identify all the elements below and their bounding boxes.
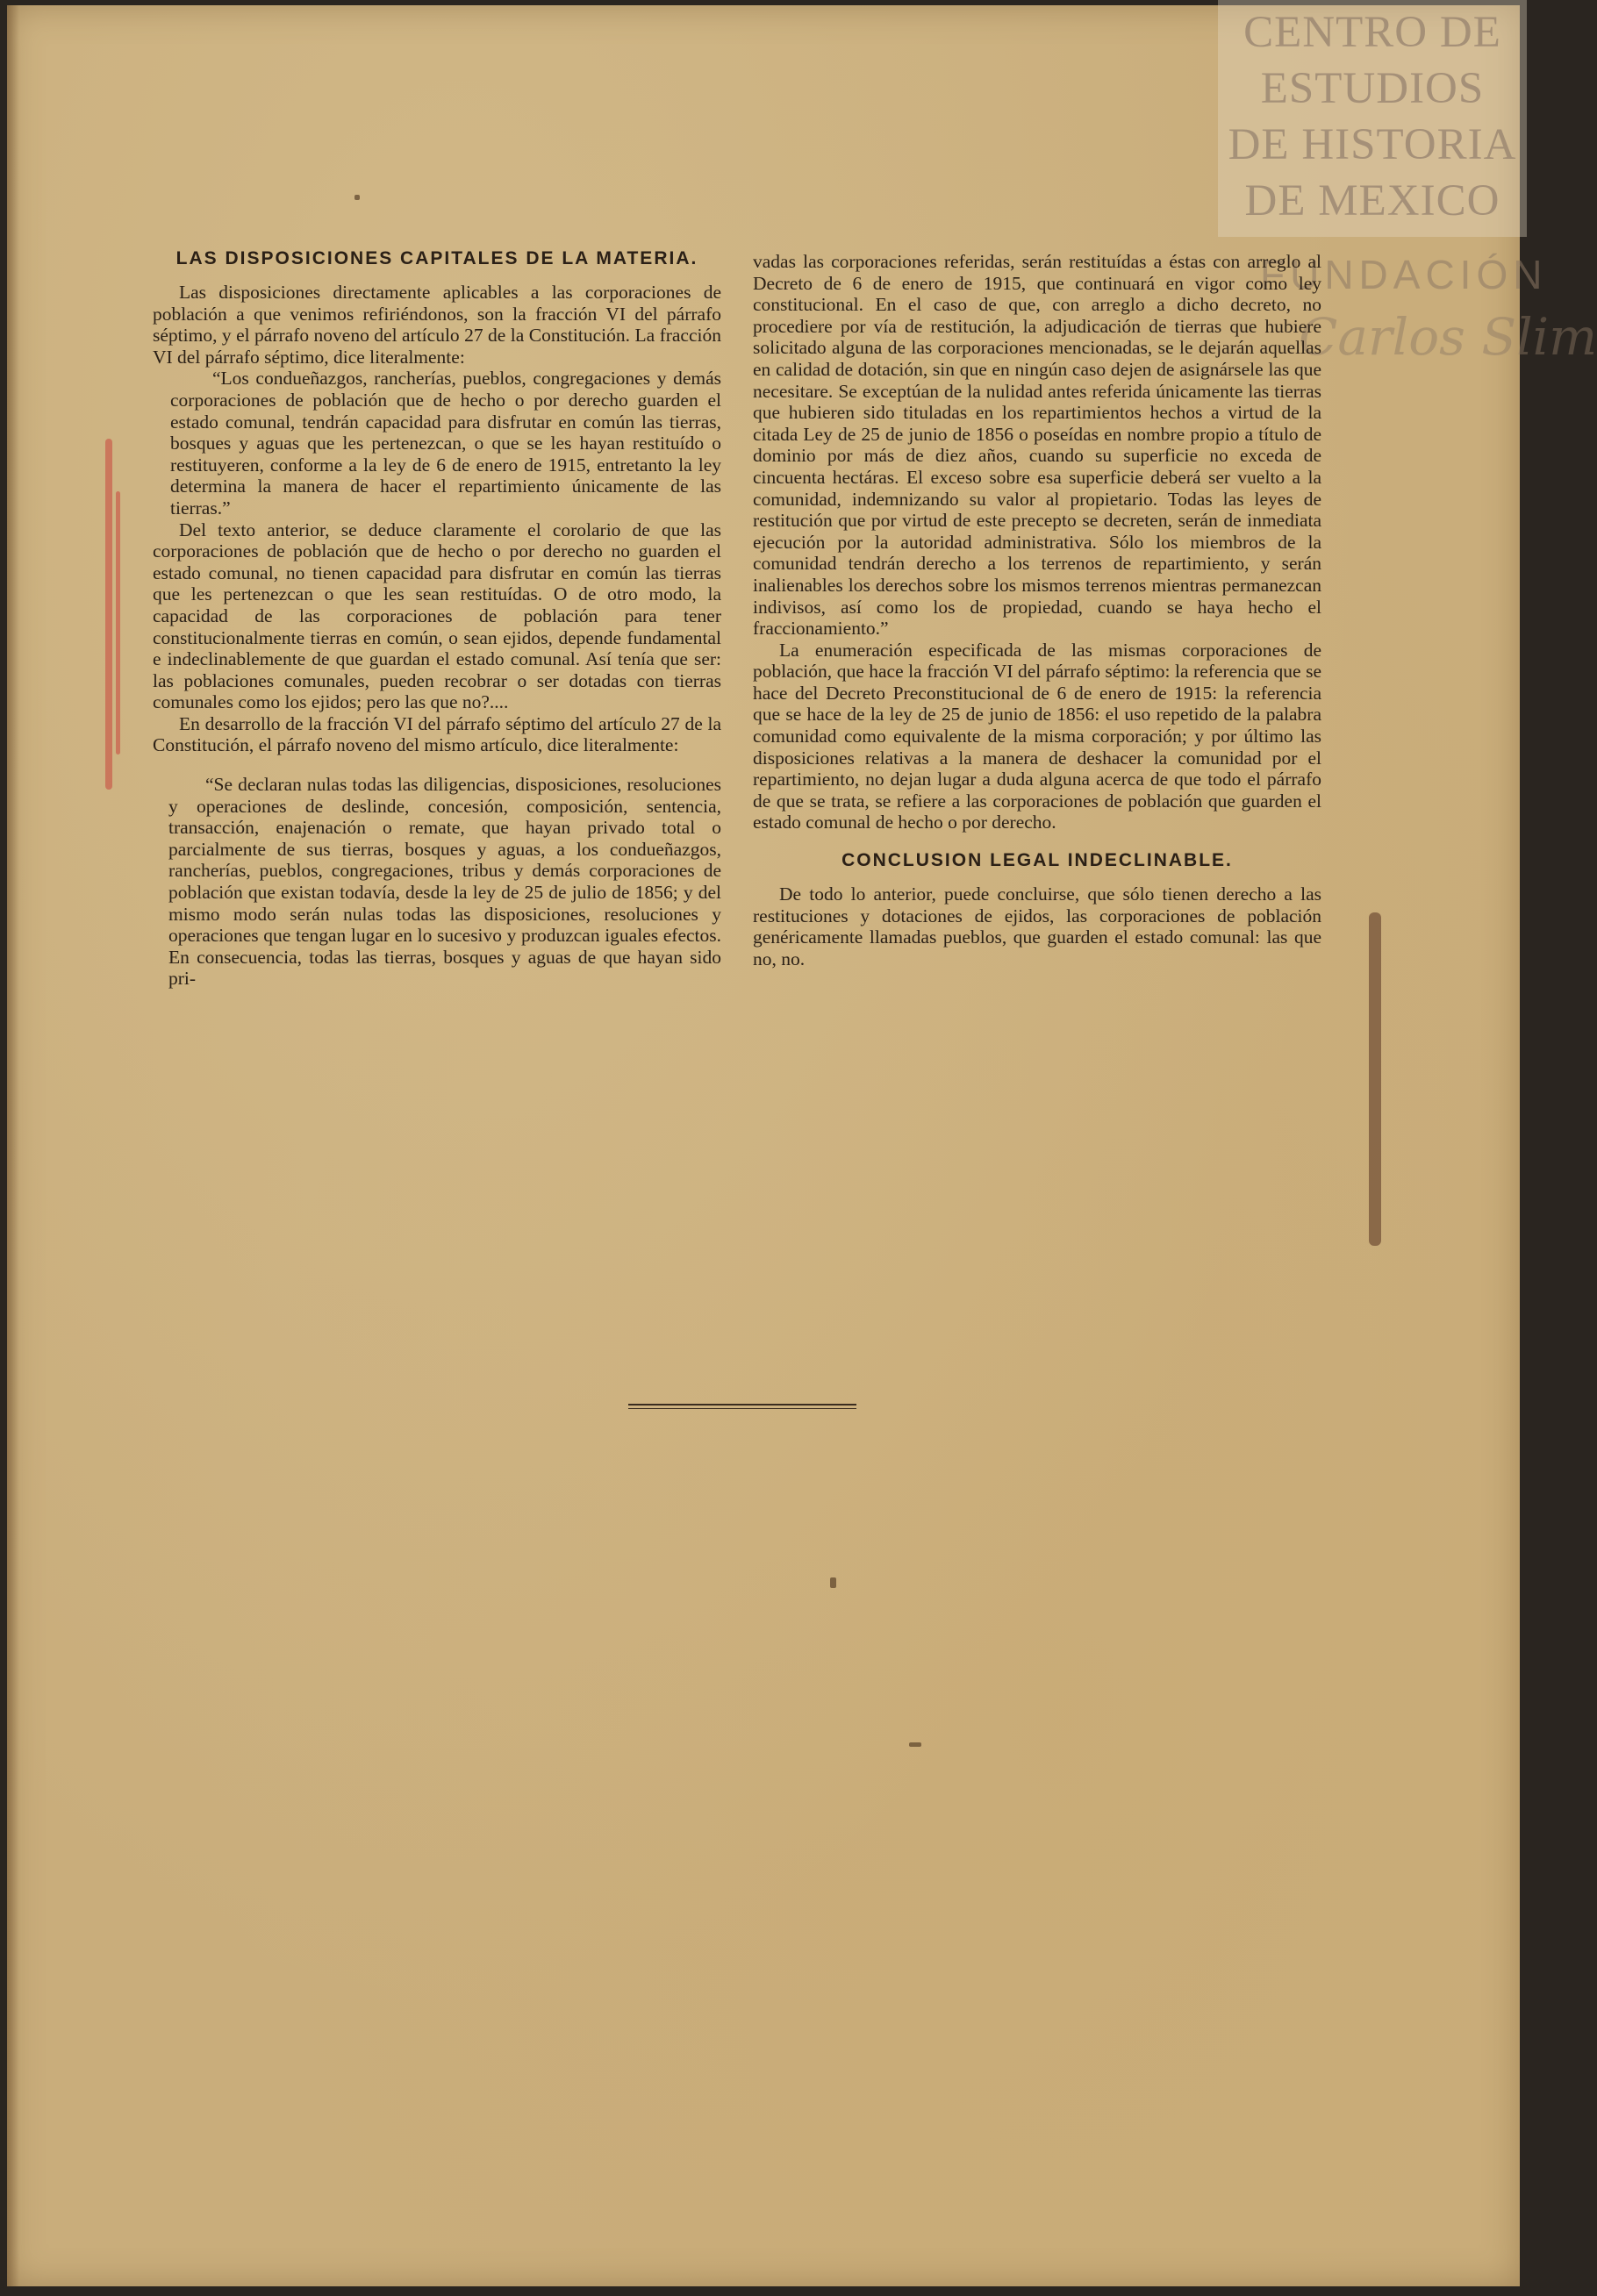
closing-rule — [628, 1404, 856, 1409]
brown-pencil-mark — [1369, 912, 1381, 1246]
watermark-line-3: DE HISTORIA — [1228, 120, 1517, 169]
red-pencil-mark — [105, 439, 112, 790]
watermark-signature: Carlos Slim — [1299, 307, 1597, 367]
paper-speck — [909, 1742, 921, 1747]
quotation: “Se declaran nulas todas las diligencias, disposiciones, resoluciones y operaciones de deslinde, concesión, composición, sentencia, transacción, enajenación o remate, que hayan privado total o parcialmente de sus tierras, bosques y aguas, a los condueñazgos, rancherías, pueblos, congregaciones, tribus y demás corporaciones de población que existan todavía, desde la ley de 25 de julio de 1856; y del mismo modo serán nulas todas las disposiciones, resoluciones y operaciones que tengan lugar en lo sucesivo y produzcan iguales efectos. En consecuencia, todas las tierras, bosques y aguas de que hayan sido pri- — [168, 774, 721, 990]
right-column — [753, 251, 1321, 969]
watermark-line-2: ESTUDIOS — [1260, 64, 1485, 113]
paragraph: En desarrollo de la fracción VI del párrafo séptimo del artículo 27 de la Constitución, el párrafo noveno del mismo artículo, dice literalmente: — [153, 712, 721, 756]
watermark-fundacion: FUNDACIÓN — [1260, 252, 1548, 297]
paragraph: De todo lo anterior, puede concluirse, que sólo tienen derecho a las restituciones y dotaciones de ejidos, las corporaciones de población genéricamente llamadas pueblos, que guarden el estado comunal: las que no, no. — [753, 883, 1321, 969]
archive-watermark — [1218, 0, 1527, 237]
red-pencil-mark — [116, 491, 120, 755]
section-heading: CONCLUSION LEGAL INDECLINABLE. — [841, 850, 1233, 871]
paragraph: Del texto anterior, se deduce claramente el corolario de que las corporaciones de población que de hecho o por derecho no guarden el estado comunal, no tienen capacidad para disfrutar en común las tierras que les pertenezcan o que les sean restituídas. O de otro modo, la capacidad de las corporaciones de población para tener constitucionalmente tierras en común, o sean ejidos, depende fundamental e indeclinablemente de que guardan el estado comunal. Así tenía que ser: las poblaciones comunales, pueden recobrar o ser dotadas con tierras comunales como los ejidos; pero las que no?.... — [153, 519, 721, 713]
paper-speck — [830, 1577, 836, 1588]
quotation-continued: vadas las corporaciones referidas, serán restituídas a éstas con arreglo al Decreto de 6 de enero de 1915, que continuará en vigor como ley constitucional. En el caso de que, con arreglo a dicho decreto, no procediere por vía de restitución, la adjudicación de tierras que hubiere solicitado alguna de las corporaciones mencionadas, se le dejarán aquellas en calidad de dotación, sin que en ningún caso dejen de asignársele las que necesitare. Se exceptúan de la nulidad antes referida únicamente las tierras que hubieren sido tituladas en los repartimientos hechos a virtud de la citada Ley de 25 de junio de 1856 o poseídas en nombre propio a título de dominio por más de diez años, cuando su superficie no exceda de cincuenta hectáras. El exceso sobre esa superficie deberá ser vuelto a la comunidad, indemnizando su valor al propietario. Todas las leyes de restitución que por virtud de este precepto se decreten, serán de inmediata ejecución por la autoridad administrativa. Sólo los miembros de la comunidad tendrán derecho a los terrenos de repartimiento, y serán inalienables los derechos sobre los mismos terrenos mientras permanezcan indivisos, así como los de propiedad, cuando se haya hecho el fraccionamiento.” — [753, 251, 1321, 640]
left-column — [153, 247, 721, 990]
section-heading: LAS DISPOSICIONES CAPITALES DE LA MATERIA. — [175, 248, 698, 268]
watermark-line-1: CENTRO DE — [1243, 8, 1501, 57]
paragraph: Las disposiciones directamente aplicables a las corporaciones de población a que venimos refiriéndonos, son la fracción VI del párrafo séptimo, y el párrafo noveno del artículo 27 de la Constitución. La fracción VI del párrafo séptimo, dice literalmente: — [153, 282, 721, 368]
watermark-line-4: DE MEXICO — [1244, 176, 1500, 225]
quotation: “Los condueñazgos, rancherías, pueblos, congregaciones y demás corporaciones de población que de hecho o por derecho guarden el estado comunal, tendrán capacidad para disfrutar en común las tierras, bosques y aguas que les pertenezcan, o que se les hayan restituído o restituyeren, conforme a la ley de 6 de enero de 1915, entretanto la ley determina la manera de hacer el repartimiento únicamente de las tierras.” — [170, 368, 721, 519]
paper-speck — [354, 195, 360, 200]
paragraph: La enumeración especificada de las mismas corporaciones de población, que hace la fracción VI del párrafo séptimo: la referencia que se hace del Decreto Preconstitucional de 6 de enero de 1915: la referencia que se hace de la ley de 25 de junio de 1856: el uso repetido de la palabra comunidad como equivalente de la misma corporación; y por último las disposiciones relativas a la manera de deshacer la comunidad por el repartimiento, no dejan lugar a duda alguna acerca de que todo el párrafo de que se trata, se refiere a las corporaciones de población que guarden el estado comunal de hecho o por derecho. — [753, 639, 1321, 833]
